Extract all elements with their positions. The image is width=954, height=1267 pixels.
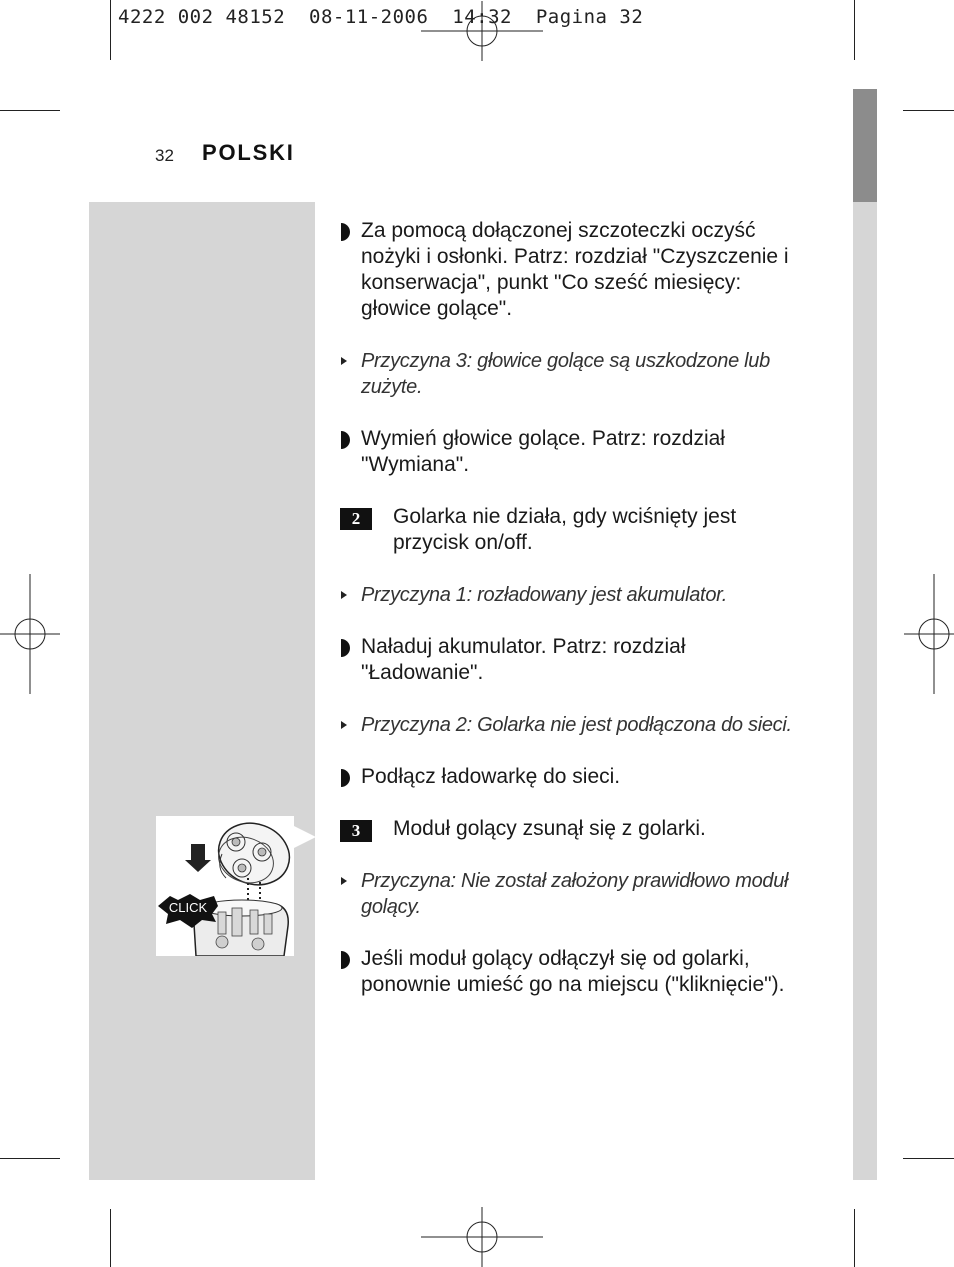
problem-item <box>340 816 810 842</box>
crop-mark <box>903 1158 954 1159</box>
instruction-text: Za pomocą dołączonej szczoteczki oczyść nożyki i osłonki. Patrz: rozdział "Czyszczenie i konserwacja", punkt "Co sześć miesięcy: głowice golące". <box>361 219 789 320</box>
illustration-pointer <box>294 826 316 848</box>
crop-mark <box>110 1209 111 1267</box>
problem-text: Moduł golący zsunął się z golarki. <box>393 817 706 840</box>
instruction-item <box>340 218 810 322</box>
instruction-item <box>340 946 810 998</box>
language-heading: POLSKI <box>202 140 295 165</box>
instruction-text: Wymień głowice golące. Patrz: rozdział "Wymiana". <box>361 427 725 476</box>
main-content <box>340 218 810 1024</box>
cause-item <box>340 348 810 400</box>
triangle-bullet-icon <box>341 591 347 599</box>
problem-item <box>340 504 810 556</box>
triangle-bullet-icon <box>341 877 347 885</box>
cause-text: Przyczyna 3: głowice golące są uszkodzone lub zużyte. <box>361 350 770 398</box>
cause-item <box>340 712 810 738</box>
page-number: 32 <box>155 146 174 165</box>
thumb-tab-strip <box>853 89 877 1180</box>
cause-item <box>340 582 810 608</box>
triangle-bullet-icon <box>341 721 347 729</box>
shaver-illustration <box>156 816 294 956</box>
half-circle-bullet-icon <box>340 431 350 449</box>
left-sidebar-panel <box>89 202 315 1180</box>
problem-text: Golarka nie działa, gdy wciśnięty jest przycisk on/off. <box>393 505 737 554</box>
crop-mark <box>110 0 111 60</box>
click-label: CLICK <box>168 900 208 915</box>
crop-mark <box>854 1209 855 1267</box>
registration-mark-right <box>904 574 954 694</box>
instruction-text: Naładuj akumulator. Patrz: rozdział "Ładowanie". <box>361 635 686 684</box>
down-arrow-icon <box>185 844 211 872</box>
registration-mark-left <box>0 574 60 694</box>
print-slug: 4222 002 48152 08-11-2006 14:32 Pagina 32 <box>118 6 644 28</box>
instruction-item <box>340 764 810 790</box>
thumb-tab-marker <box>853 89 877 202</box>
half-circle-bullet-icon <box>340 951 350 969</box>
half-circle-bullet-icon <box>340 223 350 241</box>
crop-mark <box>0 1158 60 1159</box>
crop-mark <box>903 110 954 111</box>
crop-mark <box>0 110 60 111</box>
half-circle-bullet-icon <box>340 639 350 657</box>
instruction-text: Podłącz ładowarkę do sieci. <box>361 765 621 788</box>
cause-text: Przyczyna: Nie został założony prawidłowo moduł golący. <box>361 870 789 918</box>
registration-mark-top <box>421 1 543 61</box>
registration-mark-bottom <box>421 1207 543 1267</box>
cause-text: Przyczyna 1: rozładowany jest akumulator. <box>361 584 728 606</box>
instruction-item <box>340 634 810 686</box>
triangle-bullet-icon <box>341 357 347 365</box>
instruction-text: Jeśli moduł golący odłączył się od golarki, ponownie umieść go na miejscu ("kliknięcie"). <box>361 947 785 996</box>
problem-number-badge: 2 <box>340 508 372 530</box>
crop-mark <box>854 0 855 60</box>
half-circle-bullet-icon <box>340 769 350 787</box>
cause-item <box>340 868 810 920</box>
problem-number-badge: 3 <box>340 820 372 842</box>
instruction-item <box>340 426 810 478</box>
cause-text: Przyczyna 2: Golarka nie jest podłączona do sieci. <box>361 714 792 736</box>
